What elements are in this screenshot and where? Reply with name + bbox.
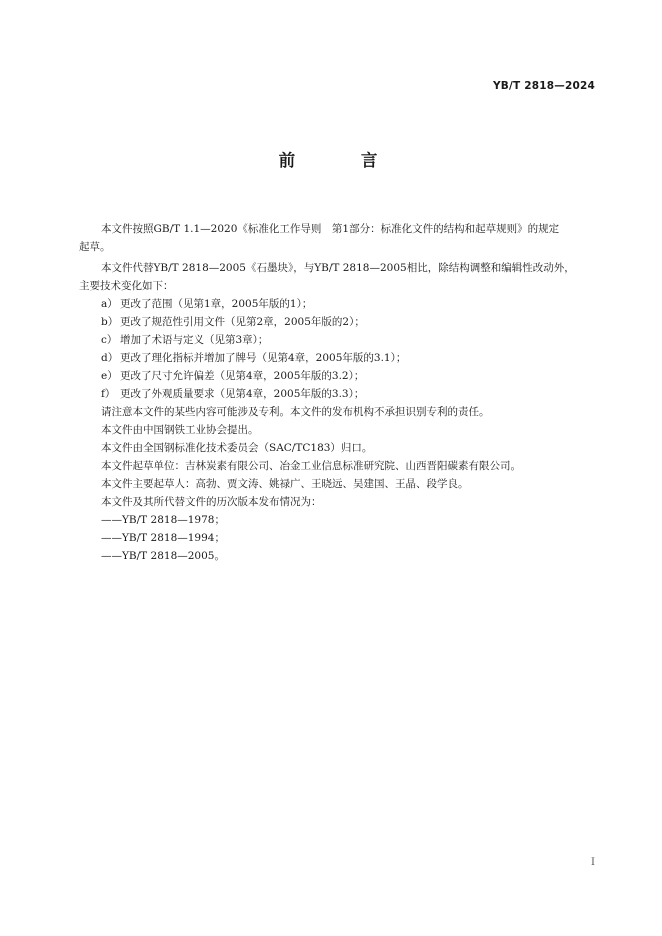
list-item-text: 更改了外观质量要求（见第4章，2005年版的3.3）； <box>120 388 365 400</box>
patent-notice: 请注意本文件的某些内容可能涉及专利。本文件的发布机构不承担识别专利的责任。 <box>101 406 490 418</box>
history-item: ——YB/T 2818—1994； <box>101 532 225 544</box>
list-item-text: 更改了尺寸允许偏差（见第4章，2005年版的3.2）； <box>120 370 365 382</box>
list-item <box>101 352 406 365</box>
drafting-units: 本文件起草单位：吉林炭素有限公司、冶金工业信息标准研究院、山西晋阳碳素有限公司。 <box>101 460 521 472</box>
history-intro: 本文件及其所代替文件的历次版本发布情况为： <box>101 496 322 508</box>
list-item-marker: d） <box>101 352 119 364</box>
standard-code: YB/T 2818—2024 <box>492 80 595 92</box>
list-item <box>101 298 312 311</box>
paragraph-replacement-line-1: 本文件代替YB/T 2818—2005《石墨块》，与YB/T 2818—2005相比，除结构调整和编辑性改动外， <box>101 262 575 274</box>
list-item-marker: c） <box>101 334 118 346</box>
history-item: ——YB/T 2818—1978； <box>101 514 225 526</box>
proposed-by: 本文件由中国钢铁工业协会提出。 <box>101 424 259 436</box>
list-item <box>101 316 365 329</box>
list-item-text: 增加了术语与定义（见第3章）； <box>120 334 269 346</box>
managed-by: 本文件由全国钢标准化技术委员会（SAC/TC183）归口。 <box>101 442 373 454</box>
list-item-marker: e） <box>101 370 118 382</box>
list-item-text: 更改了范围（见第1章，2005年版的1）； <box>120 298 313 310</box>
paragraph-replacement-line-2: 主要技术变化如下： <box>79 280 174 292</box>
list-item <box>101 370 364 383</box>
history-item: ——YB/T 2818—2005。 <box>101 550 225 562</box>
list-item-text: 更改了理化指标并增加了牌号（见第4章，2005年版的3.1）； <box>120 352 407 364</box>
drafters: 本文件主要起草人：高勃、贾文涛、姚禄广、王晓远、吴建国、王晶、段学良。 <box>101 478 469 490</box>
paragraph-drafting-rules-line-1: 本文件按照GB/T 1.1—2020《标准化工作导则 第1部分：标准化文件的结构和起草规则》的规定 <box>101 223 560 235</box>
page-title: 前 言 <box>278 151 408 170</box>
page-number: I <box>591 857 595 868</box>
list-item-marker: f） <box>101 388 116 400</box>
list-item-marker: b） <box>101 316 119 328</box>
list-item <box>101 334 268 347</box>
paragraph-drafting-rules-line-2: 起草。 <box>79 241 111 253</box>
list-item <box>101 388 364 401</box>
list-item-text: 更改了规范性引用文件（见第2章，2005年版的2）； <box>120 316 365 328</box>
list-item-marker: a） <box>101 298 118 310</box>
